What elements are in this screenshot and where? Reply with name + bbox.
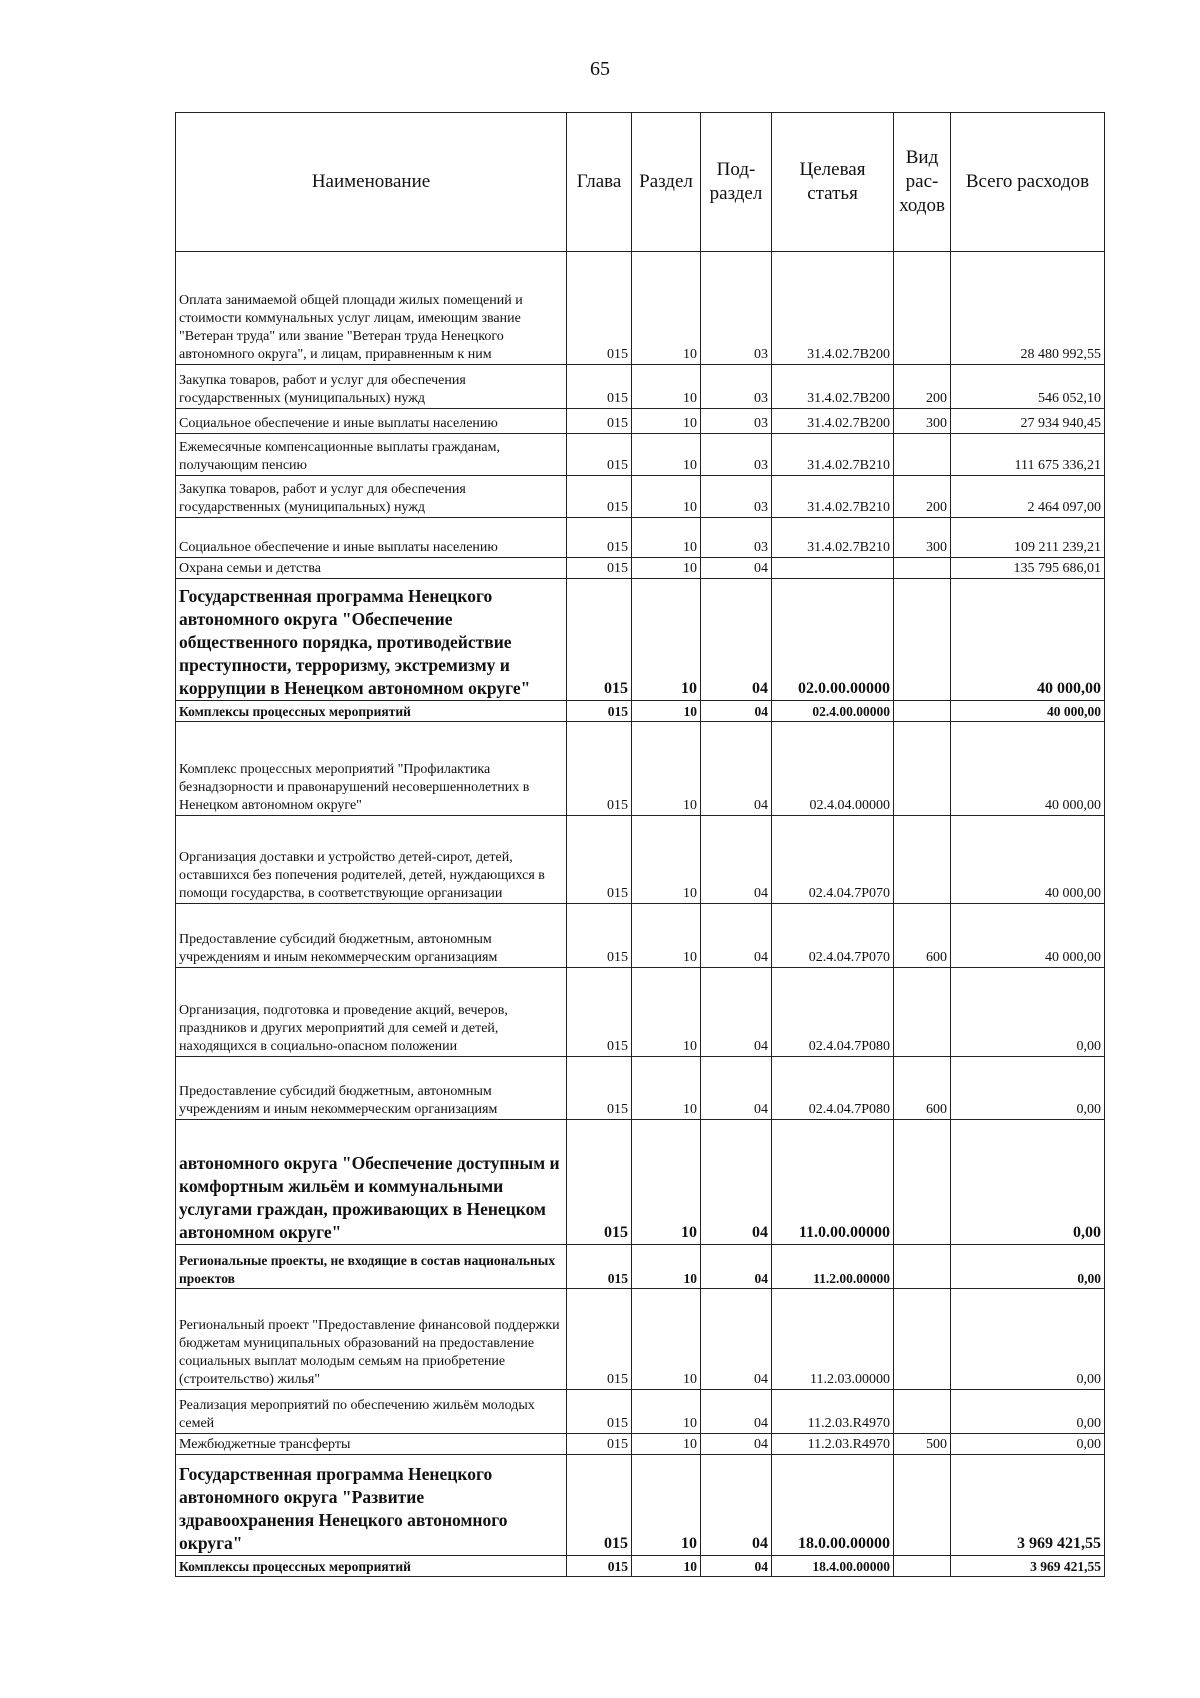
row-name: Комплексы процессных мероприятий	[176, 701, 567, 722]
row-name: Охрана семьи и детства	[176, 558, 567, 579]
row-chapter: 015	[567, 1289, 632, 1390]
row-target: 31.4.02.7В200	[772, 409, 894, 434]
row-subsection: 04	[701, 904, 772, 968]
table-row	[176, 365, 1105, 409]
row-subsection: 04	[701, 1289, 772, 1390]
row-section: 10	[632, 816, 701, 904]
row-target: 11.2.03.R4970	[772, 1390, 894, 1434]
row-exptype	[894, 1455, 951, 1556]
row-target: 31.4.02.7В200	[772, 252, 894, 365]
row-subsection: 04	[701, 579, 772, 701]
row-target: 11.0.00.00000	[772, 1120, 894, 1245]
row-exptype: 200	[894, 365, 951, 409]
row-name: Ежемесячные компенсационные выплаты гражданам, получающим пенсию	[176, 434, 567, 476]
row-name: Социальное обеспечение и иные выплаты населению	[176, 518, 567, 558]
row-target: 02.4.04.7Р070	[772, 816, 894, 904]
row-total: 0,00	[951, 1289, 1105, 1390]
row-section: 10	[632, 558, 701, 579]
row-total: 546 052,10	[951, 365, 1105, 409]
row-target: 02.4.04.00000	[772, 722, 894, 816]
row-target: 11.2.00.00000	[772, 1245, 894, 1289]
table-row	[176, 1434, 1105, 1455]
row-chapter: 015	[567, 1120, 632, 1245]
header-name: Наименование	[176, 113, 567, 252]
row-section: 10	[632, 1057, 701, 1120]
row-chapter: 015	[567, 722, 632, 816]
row-name: Организация доставки и устройство детей-сирот, детей, оставшихся без попечения родителей, детей, нуждающихся в помощи государства, в соответствующие организации	[176, 816, 567, 904]
row-total: 0,00	[951, 1434, 1105, 1455]
row-section: 10	[632, 365, 701, 409]
row-subsection: 04	[701, 701, 772, 722]
row-total: 0,00	[951, 1120, 1105, 1245]
table-row	[176, 252, 1105, 365]
row-section: 10	[632, 1289, 701, 1390]
row-section: 10	[632, 1120, 701, 1245]
row-name: Оплата занимаемой общей площади жилых помещений и стоимости коммунальных услуг лицам, имеющим звание "Ветеран труда" или звание "Ветеран труда Ненецкого автономного округа", и лицам, приравненным к ним	[176, 252, 567, 365]
row-subsection: 04	[701, 722, 772, 816]
table-row	[176, 476, 1105, 518]
row-section: 10	[632, 904, 701, 968]
budget-table	[175, 112, 1105, 1577]
row-subsection: 04	[701, 1434, 772, 1455]
row-section: 10	[632, 476, 701, 518]
row-target: 31.4.02.7В200	[772, 365, 894, 409]
row-target	[772, 558, 894, 579]
row-name: Социальное обеспечение и иные выплаты населению	[176, 409, 567, 434]
row-total: 40 000,00	[951, 722, 1105, 816]
row-total: 40 000,00	[951, 904, 1105, 968]
table-row	[176, 968, 1105, 1057]
row-chapter: 015	[567, 1434, 632, 1455]
row-subsection: 04	[701, 558, 772, 579]
header-row	[176, 113, 1105, 252]
row-chapter: 015	[567, 252, 632, 365]
row-exptype	[894, 579, 951, 701]
header-exptype: Вид рас- ходов	[894, 113, 951, 252]
row-name: Региональный проект "Предоставление финансовой поддержки бюджетам муниципальных образований на предоставление социальных выплат молодым семьям на приобретение (строительство) жилья"	[176, 1289, 567, 1390]
row-chapter: 015	[567, 1245, 632, 1289]
page-number: 65	[590, 58, 610, 80]
row-section: 10	[632, 434, 701, 476]
row-exptype	[894, 722, 951, 816]
row-name: Региональные проекты, не входящие в состав национальных проектов	[176, 1245, 567, 1289]
row-exptype	[894, 558, 951, 579]
row-chapter: 015	[567, 968, 632, 1057]
row-chapter: 015	[567, 434, 632, 476]
table-row	[176, 722, 1105, 816]
row-total: 0,00	[951, 1057, 1105, 1120]
row-target: 18.4.00.00000	[772, 1556, 894, 1577]
row-exptype: 200	[894, 476, 951, 518]
row-chapter: 015	[567, 701, 632, 722]
row-chapter: 015	[567, 518, 632, 558]
header-section: Раздел	[632, 113, 701, 252]
row-exptype	[894, 968, 951, 1057]
row-subsection: 03	[701, 518, 772, 558]
row-target: 11.2.03.00000	[772, 1289, 894, 1390]
row-name: Закупка товаров, работ и услуг для обеспечения государственных (муниципальных) нужд	[176, 365, 567, 409]
row-total: 135 795 686,01	[951, 558, 1105, 579]
row-name: Предоставление субсидий бюджетным, автономным учреждениям и иным некоммерческим организациям	[176, 904, 567, 968]
row-section: 10	[632, 1434, 701, 1455]
row-subsection: 04	[701, 1455, 772, 1556]
row-target: 31.4.02.7В210	[772, 476, 894, 518]
row-target: 02.0.00.00000	[772, 579, 894, 701]
row-total: 3 969 421,55	[951, 1556, 1105, 1577]
row-exptype	[894, 816, 951, 904]
row-total: 40 000,00	[951, 816, 1105, 904]
row-chapter: 015	[567, 365, 632, 409]
row-name: Комплексы процессных мероприятий	[176, 1556, 567, 1577]
row-name: Закупка товаров, работ и услуг для обеспечения государственных (муниципальных) нужд	[176, 476, 567, 518]
table-row	[176, 701, 1105, 722]
row-section: 10	[632, 252, 701, 365]
row-name: Межбюджетные трансферты	[176, 1434, 567, 1455]
row-name: Предоставление субсидий бюджетным, автономным учреждениям и иным некоммерческим организациям	[176, 1057, 567, 1120]
row-total: 27 934 940,45	[951, 409, 1105, 434]
header-subsection: Под- раздел	[701, 113, 772, 252]
row-total: 28 480 992,55	[951, 252, 1105, 365]
row-total: 40 000,00	[951, 579, 1105, 701]
table-row	[176, 434, 1105, 476]
row-target: 11.2.03.R4970	[772, 1434, 894, 1455]
row-section: 10	[632, 701, 701, 722]
row-total: 109 211 239,21	[951, 518, 1105, 558]
row-name: Государственная программа Ненецкого автономного округа "Обеспечение общественного порядка, противодействие преступности, терроризму, экстремизму и коррупции в Ненецком автономном округе"	[176, 579, 567, 701]
row-subsection: 03	[701, 252, 772, 365]
row-total: 0,00	[951, 968, 1105, 1057]
row-chapter: 015	[567, 1455, 632, 1556]
table-row	[176, 409, 1105, 434]
row-target: 31.4.02.7В210	[772, 518, 894, 558]
row-name: автономного округа "Обеспечение доступным и комфортным жильём и коммунальными услугами граждан, проживающих в Ненецком автономном округе"	[176, 1120, 567, 1245]
row-chapter: 015	[567, 1390, 632, 1434]
row-chapter: 015	[567, 409, 632, 434]
row-exptype	[894, 1289, 951, 1390]
row-name: Государственная программа Ненецкого автономного округа "Развитие здравоохранения Ненецкого автономного округа"	[176, 1455, 567, 1556]
row-subsection: 03	[701, 365, 772, 409]
row-exptype: 600	[894, 904, 951, 968]
row-subsection: 04	[701, 1556, 772, 1577]
row-section: 10	[632, 722, 701, 816]
table-row	[176, 1057, 1105, 1120]
row-section: 10	[632, 518, 701, 558]
row-chapter: 015	[567, 904, 632, 968]
header-chapter: Глава	[567, 113, 632, 252]
row-exptype	[894, 1556, 951, 1577]
row-section: 10	[632, 579, 701, 701]
row-name: Организация, подготовка и проведение акций, вечеров, праздников и других мероприятий для семей и детей, находящихся в социально-опасном положении	[176, 968, 567, 1057]
table-row	[176, 904, 1105, 968]
row-target: 02.4.00.00000	[772, 701, 894, 722]
row-name: Реализация мероприятий по обеспечению жильём молодых семей	[176, 1390, 567, 1434]
row-subsection: 04	[701, 816, 772, 904]
row-exptype	[894, 1120, 951, 1245]
row-subsection: 03	[701, 476, 772, 518]
table-row	[176, 1289, 1105, 1390]
row-target: 02.4.04.7Р070	[772, 904, 894, 968]
row-subsection: 03	[701, 434, 772, 476]
row-exptype: 300	[894, 409, 951, 434]
row-exptype	[894, 252, 951, 365]
row-section: 10	[632, 1455, 701, 1556]
row-target: 18.0.00.00000	[772, 1455, 894, 1556]
row-exptype	[894, 434, 951, 476]
row-subsection: 04	[701, 1057, 772, 1120]
row-exptype	[894, 701, 951, 722]
table-row	[176, 579, 1105, 701]
row-subsection: 04	[701, 1245, 772, 1289]
row-section: 10	[632, 1245, 701, 1289]
row-name: Комплекс процессных мероприятий "Профилактика безнадзорности и правонарушений несовершеннолетних в Ненецком автономном округе"	[176, 722, 567, 816]
row-chapter: 015	[567, 1057, 632, 1120]
row-chapter: 015	[567, 476, 632, 518]
header-total: Всего расходов	[951, 113, 1105, 252]
row-exptype	[894, 1390, 951, 1434]
row-section: 10	[632, 409, 701, 434]
table-row	[176, 518, 1105, 558]
row-target: 02.4.04.7Р080	[772, 1057, 894, 1120]
row-section: 10	[632, 1390, 701, 1434]
row-chapter: 015	[567, 1556, 632, 1577]
row-exptype	[894, 1245, 951, 1289]
row-section: 10	[632, 1556, 701, 1577]
row-subsection: 04	[701, 1120, 772, 1245]
row-total: 111 675 336,21	[951, 434, 1105, 476]
row-total: 3 969 421,55	[951, 1455, 1105, 1556]
row-total: 0,00	[951, 1245, 1105, 1289]
row-target: 02.4.04.7Р080	[772, 968, 894, 1057]
row-exptype: 500	[894, 1434, 951, 1455]
row-chapter: 015	[567, 558, 632, 579]
row-subsection: 04	[701, 1390, 772, 1434]
row-total: 0,00	[951, 1390, 1105, 1434]
row-total: 40 000,00	[951, 701, 1105, 722]
row-target: 31.4.02.7В210	[772, 434, 894, 476]
row-chapter: 015	[567, 816, 632, 904]
table-row	[176, 1556, 1105, 1577]
row-chapter: 015	[567, 579, 632, 701]
table-row	[176, 558, 1105, 579]
row-subsection: 03	[701, 409, 772, 434]
row-exptype: 300	[894, 518, 951, 558]
header-target: Целевая статья	[772, 113, 894, 252]
table-row	[176, 1245, 1105, 1289]
table-row	[176, 1390, 1105, 1434]
row-total: 2 464 097,00	[951, 476, 1105, 518]
row-exptype: 600	[894, 1057, 951, 1120]
table-row	[176, 1120, 1105, 1245]
table-row	[176, 816, 1105, 904]
table-row	[176, 1455, 1105, 1556]
row-section: 10	[632, 968, 701, 1057]
row-subsection: 04	[701, 968, 772, 1057]
